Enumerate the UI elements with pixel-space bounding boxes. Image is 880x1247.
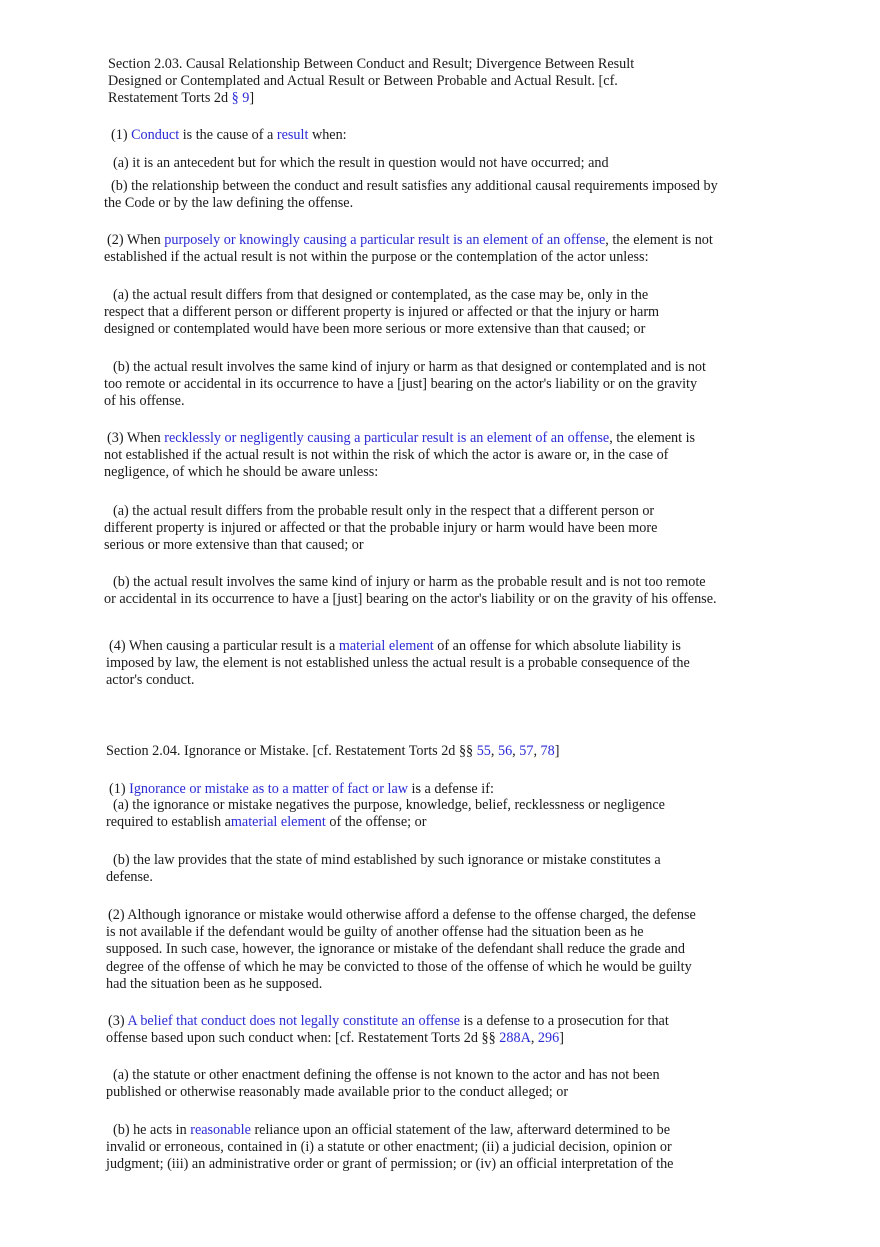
section-2-04-para-3: (3) A belief that conduct does not legally constitute an offense is a defense to a prosecution for that offense based upon such conduct when: [cf. Restatement Torts 2d §§ 288A, 296] — [106, 1013, 669, 1047]
restatement-55-link[interactable]: 55 — [476, 743, 491, 759]
conduct-link[interactable]: Conduct — [131, 127, 180, 143]
section-2-03-para-1a: (a) it is an antecedent but for which the result in question would not have occurred; and — [113, 155, 609, 171]
section-2-04-para-1a: (a) the ignorance or mistake negatives the purpose, knowledge, belief, recklessness or negligence required to establish amaterial element of the offense; or — [106, 797, 665, 831]
section-2-04-para-1: (1) Ignorance or mistake as to a matter of fact or law is a defense if: — [109, 781, 494, 797]
restatement-296-link[interactable]: 296 — [537, 1030, 560, 1047]
material-element-link[interactable]: material element — [338, 638, 434, 654]
restatement-78-link[interactable]: 78 — [540, 743, 555, 759]
section-2-03-heading: Section 2.03. Causal Relationship Between Conduct and Result; Divergence Between Result Designed or Contemplated and Actual Result or Between Probable and Actual Result. [cf. Restatement Torts 2d § 9] — [108, 56, 635, 107]
restatement-56-link[interactable]: 56 — [497, 743, 513, 759]
section-2-04-heading: Section 2.04. Ignorance or Mistake. [cf. Restatement Torts 2d §§ 55, 56, 57, 78] — [106, 743, 560, 759]
ignorance-mistake-link[interactable]: Ignorance or mistake as to a matter of fact or law — [129, 781, 408, 797]
recklessly-negligently-link[interactable]: recklessly or negligently causing a particular result is an element of an offense — [164, 430, 610, 446]
section-2-04-para-1b: (b) the law provides that the state of mind established by such ignorance or mistake constitutes a defense. — [106, 852, 661, 886]
section-2-03-para-4: (4) When causing a particular result is a material element of an offense for which absolute liability is imposed by law, the element is not established unless the actual result is a probable consequence of the actor's conduct. — [106, 638, 690, 689]
section-2-03-para-2a: (a) the actual result differs from that designed or contemplated, as the case may be, only in the respect that a different person or different property is injured or affected or that the injury or harm designed or contemplated would have been more serious or more extensive than that caused; or — [104, 287, 660, 338]
section-2-04-para-2: (2) Although ignorance or mistake would otherwise afford a defense to the offense charged, the defense is not available if the defendant would be guilty of another offense had the situation been as he supposed. In such case, however, the ignorance or mistake of the defendant shall reduce the grade and degree of the offense of which he may be convicted to those of the offense of which he would be guilty had the situation been as he supposed. — [106, 907, 696, 992]
material-element-link-2[interactable]: material element — [230, 814, 326, 831]
restatement-288a-link[interactable]: 288A — [499, 1030, 531, 1047]
restatement-9-link[interactable]: § 9 — [231, 90, 250, 107]
reasonable-link[interactable]: reasonable — [190, 1122, 251, 1138]
section-2-03-para-3b: (b) the actual result involves the same kind of injury or harm as the probable result and is not too remote or accidental in its occurrence to have a [just] bearing on the actor's liability or on the gravity of his offense. — [104, 574, 717, 608]
restatement-57-link[interactable]: 57 — [519, 743, 534, 759]
section-2-03-para-3a: (a) the actual result differs from the probable result only in the respect that a different person or different property is injured or affected or that the probable injury or harm would have been more serious or more extensive than that caused; or — [104, 503, 658, 554]
result-link[interactable]: result — [276, 127, 309, 143]
section-2-03-para-2b: (b) the actual result involves the same kind of injury or harm as that designed or contemplated and is not too remote or accidental in its occurrence to have a [just] bearing on the actor's liability or on the gravity of his offense. — [104, 359, 706, 410]
section-2-03-para-3: (3) When recklessly or negligently causing a particular result is an element of an offense, the element is not established if the actual result is not within the risk of which the actor is aware or, in the case of negligence, of which he should be aware unless: — [104, 430, 696, 481]
section-2-04-para-3a: (a) the statute or other enactment defining the offense is not known to the actor and has not been published or otherwise reasonably made available prior to the conduct alleged; or — [106, 1067, 660, 1101]
purposely-knowingly-link[interactable]: purposely or knowingly causing a particular result is an element of an offense — [164, 232, 606, 248]
section-2-03-para-1: (1) Conduct is the cause of a result when: — [111, 127, 347, 143]
section-2-03-para-2: (2) When purposely or knowingly causing a particular result is an element of an offense, the element is not established if the actual result is not within the purpose or the contemplation of the actor unless: — [104, 232, 713, 266]
section-2-03-para-1b: (b) the relationship between the conduct and result satisfies any additional causal requirements imposed by the Code or by the law defining the offense. — [104, 178, 718, 212]
section-2-04-para-3b: (b) he acts in reasonable reliance upon an official statement of the law, afterward determined to be invalid or erroneous, contained in (i) a statute or other enactment; (ii) a judicial decision, opinion or judgment; (iii) an administrative order or grant of permission; or (iv) an official interpretation of the — [106, 1122, 674, 1173]
belief-not-offense-link[interactable]: A belief that conduct does not legally constitute an offense — [127, 1013, 460, 1029]
